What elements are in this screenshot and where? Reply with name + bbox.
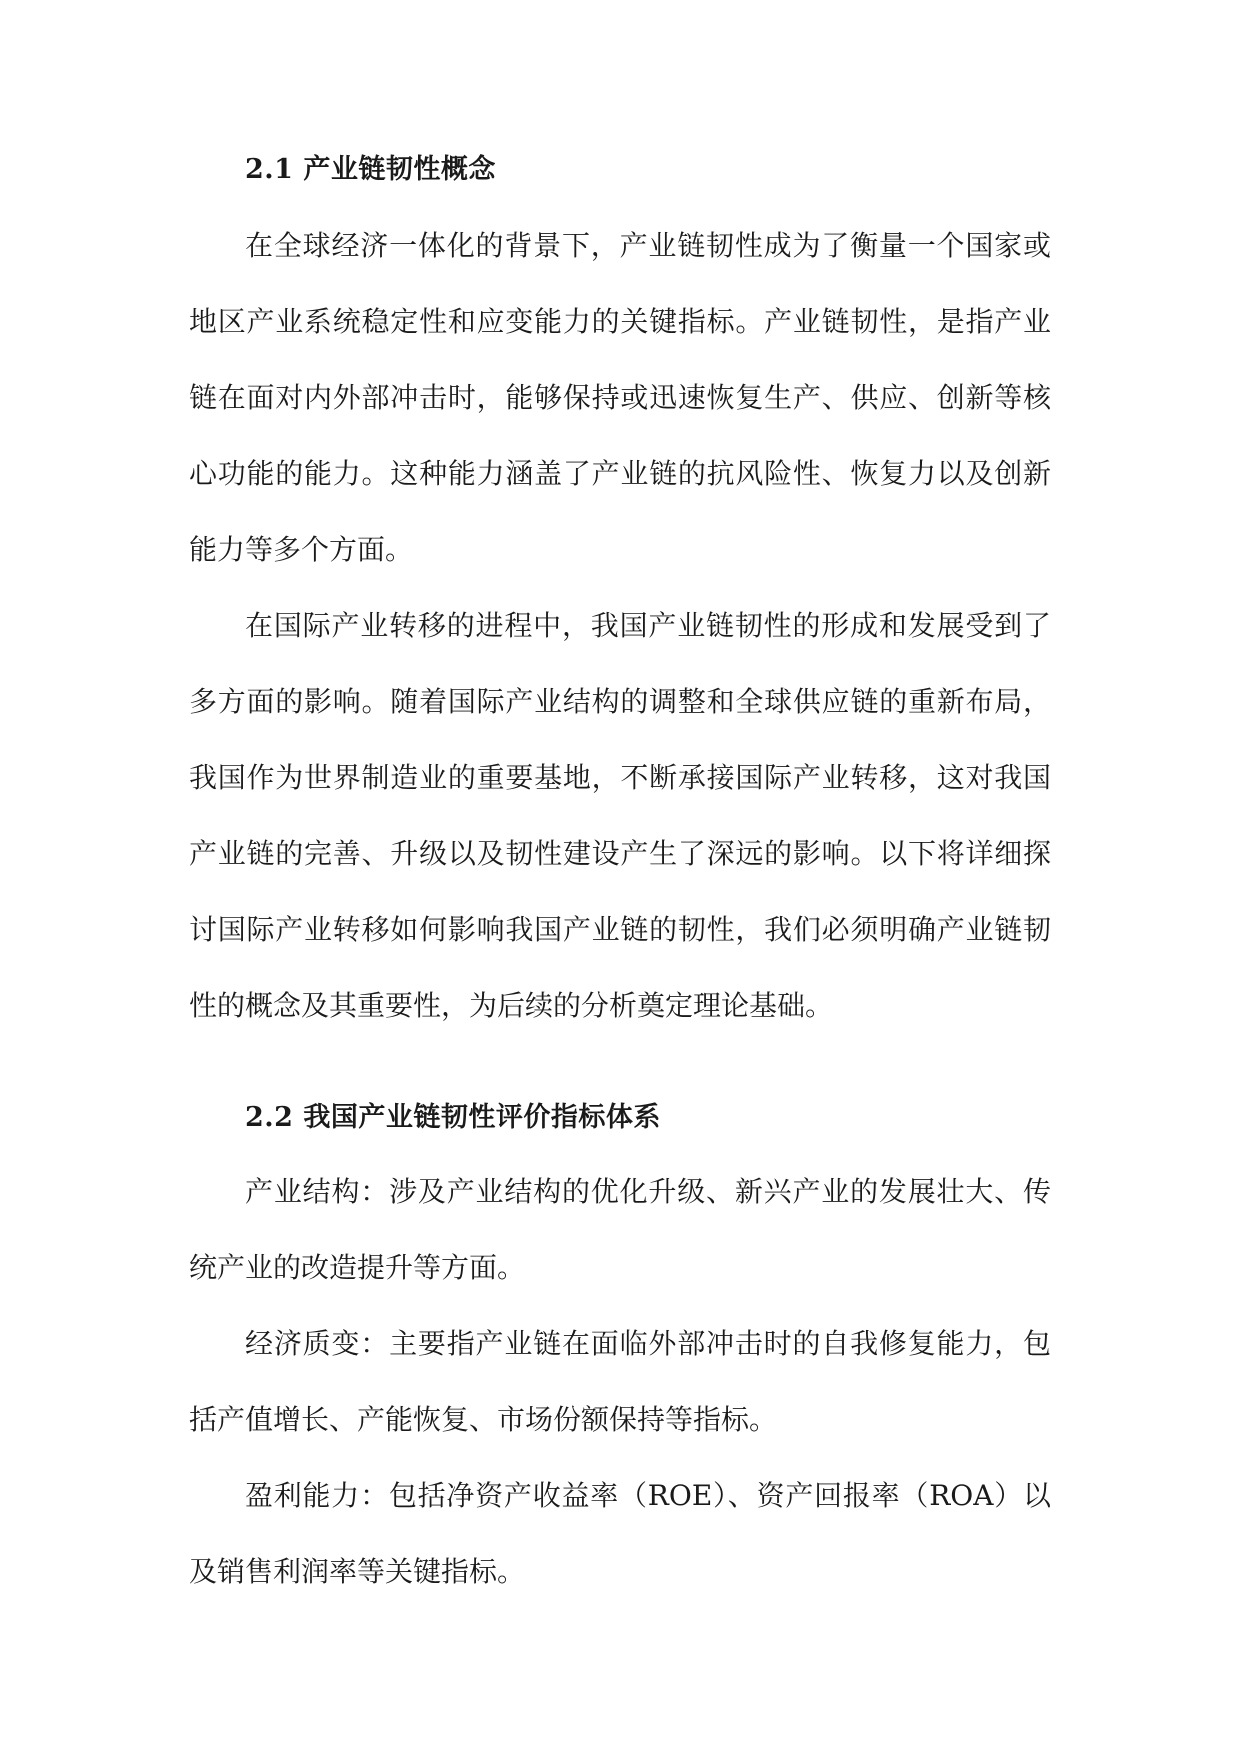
paragraph: 经济质变：主要指产业链在面临外部冲击时的自我修复能力，包括产值增长、产能恢复、市场份额保持等指标。	[189, 1327, 1051, 1436]
section-heading-2-1: 2.1 产业链韧性概念	[245, 154, 496, 185]
paragraph: 在国际产业转移的进程中，我国产业链韧性的形成和发展受到了多方面的影响。随着国际产业结构的调整和全球供应链的重新布局，我国作为世界制造业的重要基地，不断承接国际产业转移，这对我国产业链的完善、升级以及韧性建设产生了深远的影响。以下将详细探讨国际产业转移如何影响我国产业链的韧性，我们必须明确产业链韧性的概念及其重要性，为后续的分析奠定理论基础。	[189, 609, 1051, 1022]
document-body	[189, 140, 1051, 1610]
paragraph: 在全球经济一体化的背景下，产业链韧性成为了衡量一个国家或地区产业系统稳定性和应变能力的关键指标。产业链韧性，是指产业链在面对内外部冲击时，能够保持或迅速恢复生产、供应、创新等核心功能的能力。这种能力涵盖了产业链的抗风险性、恢复力以及创新能力等多个方面。	[189, 229, 1051, 566]
paragraph: 产业结构：涉及产业结构的优化升级、新兴产业的发展壮大、传统产业的改造提升等方面。	[189, 1175, 1051, 1284]
paragraph: 盈利能力：包括净资产收益率（ROE）、资产回报率（ROA）以及销售利润率等关键指标。	[189, 1479, 1051, 1588]
section-heading-2-2: 2.2 我国产业链韧性评价指标体系	[245, 1102, 661, 1133]
